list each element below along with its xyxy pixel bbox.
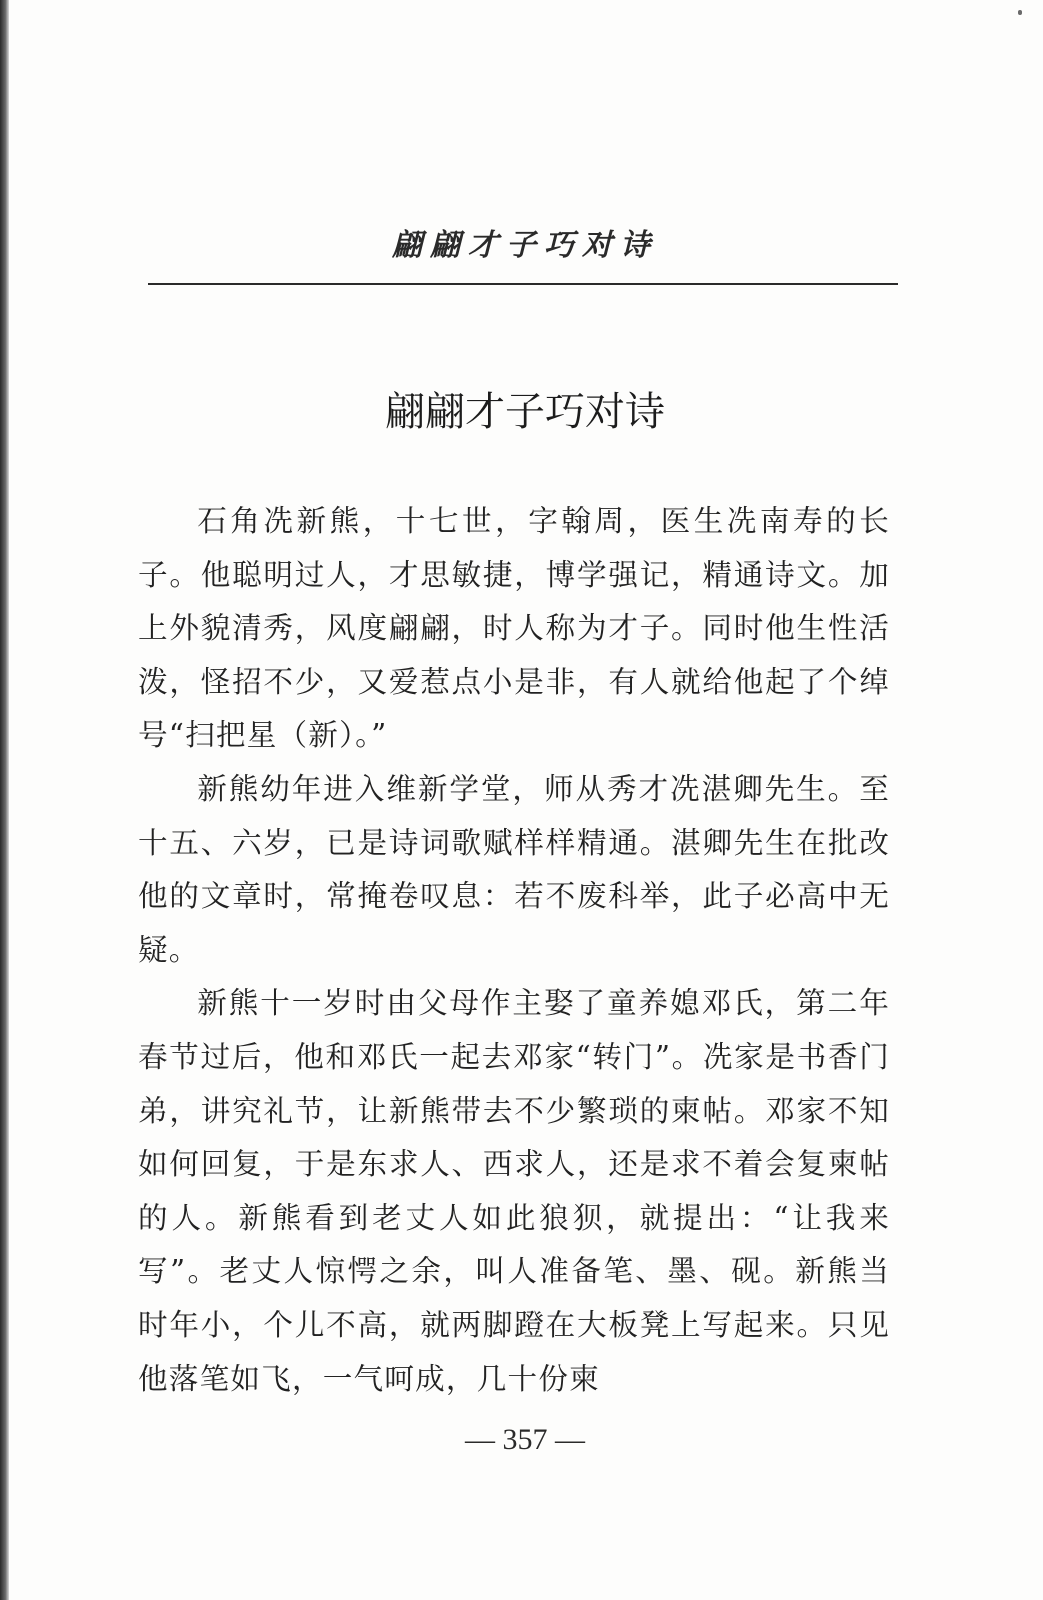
paragraph-1: 石角冼新熊，十七世，字翰周，医生冼南寿的长子。他聪明过人，才思敏捷，博学强记，精通诗文。加上外貌清秀，风度翩翩，时人称为才子。同时他生性活泼，怪招不少，又爱惹点小是非，有人就给他起了个绰号“扫把星（新）。”	[138, 504, 890, 753]
paragraph-3: 新熊十一岁时由父母作主娶了童养媳邓氏，第二年春节过后，他和邓氏一起去邓家“转门”。冼家是书香门弟，讲究礼节，让新熊带去不少繁琐的柬帖。邓家不知如何回复，于是东求人、西求人，还是求不着会复柬帖的人。新熊看到老丈人如此狼狈，就提出：“让我来写”。老丈人惊愕之余，叫人准备笔、墨、砚。新熊当时年小，个儿不高，就两脚蹬在大板凳上写起来。只见他落笔如飞，一气呵成，几十份柬	[138, 986, 890, 1396]
article-body	[138, 495, 890, 1406]
scan-speck	[1018, 10, 1022, 15]
header-rule	[148, 283, 898, 285]
article-title: 翩翩才子巧对诗	[385, 389, 665, 435]
running-header: 翩翩才子巧对诗	[392, 228, 658, 263]
page-number: — 357 —	[465, 1423, 585, 1456]
page-spine-shadow	[0, 0, 9, 1600]
paragraph-2: 新熊幼年进入维新学堂，师从秀才冼湛卿先生。至十五、六岁，已是诗词歌赋样样精通。湛卿先生在批改他的文章时，常掩卷叹息：若不废科举，此子必高中无疑。	[138, 771, 890, 967]
